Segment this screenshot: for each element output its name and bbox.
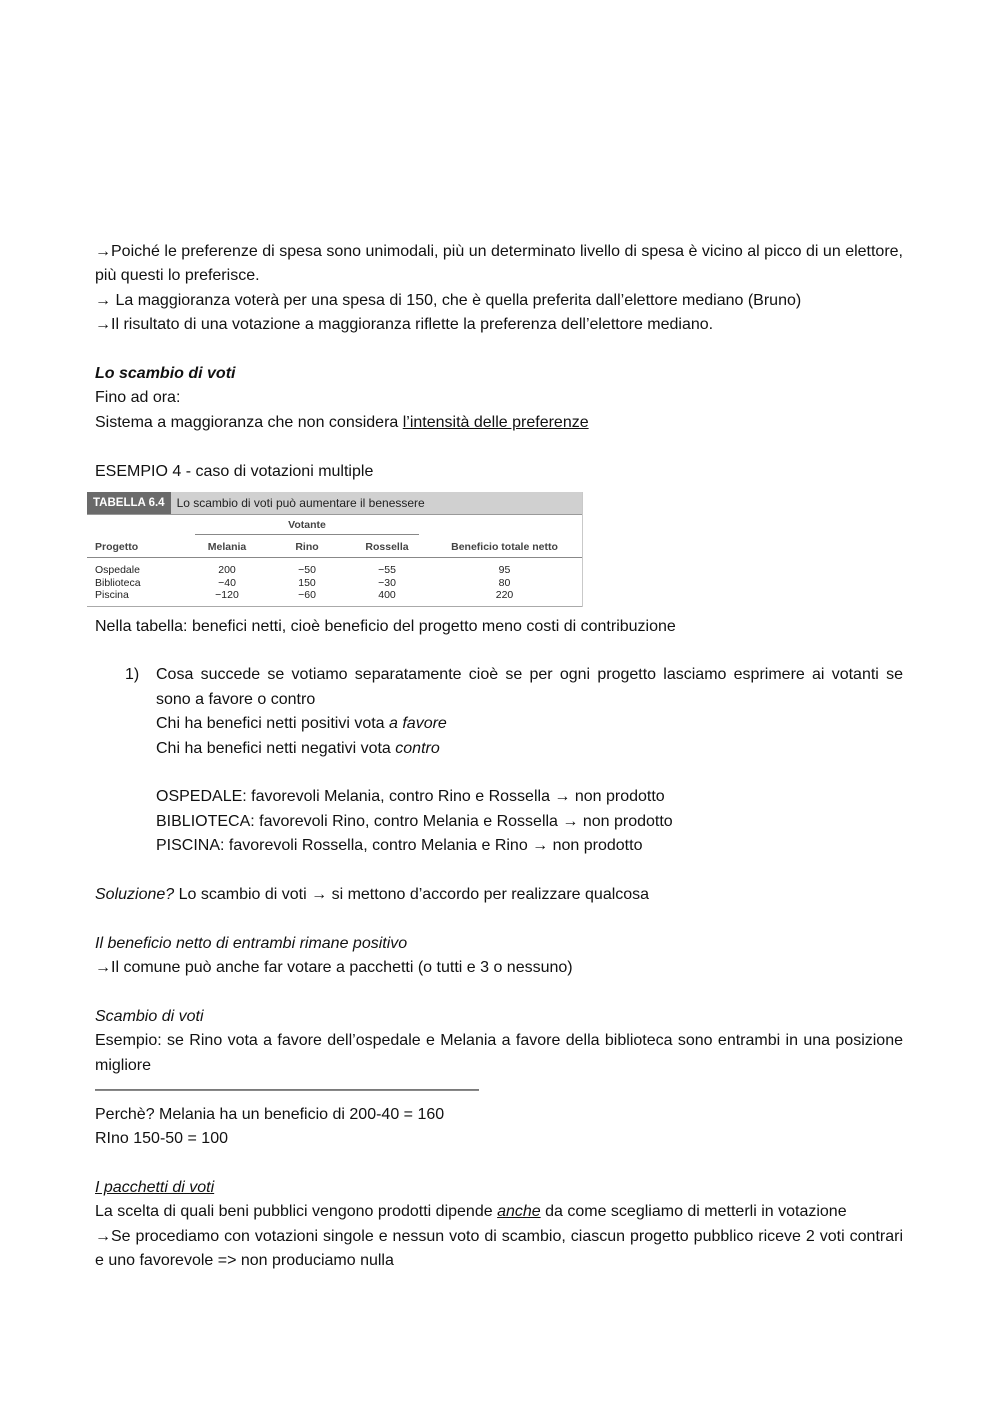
table-cell: Biblioteca: [95, 576, 141, 589]
text-ospedale: OSPEDALE: favorevoli Melania, contro Rino e Rossella → non prodotto: [156, 788, 665, 806]
table-cell: −120: [187, 589, 267, 607]
table-cell: 80: [498, 576, 511, 589]
table-col-header: Melania: [187, 535, 267, 559]
text-sistema-pre: Sistema a maggioranza che non considera: [95, 413, 403, 431]
list-number: 1): [125, 666, 140, 684]
text-comune: →Il comune può anche far votare a pacchetti (o tutti e 3 o nessuno): [95, 959, 573, 977]
paragraph-maggioranza: → La maggioranza voterà per una spesa di 150, che è quella preferita dall’elettore mediano (Bruno): [95, 291, 802, 309]
table-grid: [87, 515, 582, 607]
text-rino: RIno 150-50 = 100: [95, 1129, 228, 1147]
text-soluzione: [95, 883, 903, 907]
heading-scambio-di-voti: Lo scambio di voti: [95, 365, 236, 383]
table-cell: −40: [218, 576, 236, 589]
table-cell: 220: [427, 589, 582, 607]
paragraph-preferenze: →Poiché le preferenze di spesa sono unimodali, più un determinato livello di spesa è vicino al picco di un elettore, più questi lo preferisce.: [95, 243, 903, 285]
table-group-header: Votante: [195, 515, 419, 535]
text-fino-ad-ora: Fino ad ora:: [95, 389, 181, 407]
paragraph-risultato: →Il risultato di una votazione a maggioranza riflette la preferenza dell’elettore mediano.: [95, 316, 714, 334]
horizontal-rule: ————————————————————————: [95, 1081, 479, 1099]
table-cell: 95: [498, 564, 511, 577]
table-col-header: Rino: [267, 535, 347, 559]
text-anche: anche: [497, 1203, 541, 1221]
text-soluzione-label: Soluzione?: [95, 885, 175, 903]
table-cell: −55: [378, 564, 396, 577]
text-scelta: [95, 1200, 903, 1224]
text-intensita: l’intensità delle preferenze: [402, 413, 589, 431]
text-contro: contro: [395, 739, 440, 757]
heading-pacchetti: I pacchetti di voti: [95, 1178, 215, 1196]
table-cell: −60: [267, 589, 347, 607]
text-positivi: [95, 712, 903, 736]
text-procediamo: →Se procediamo con votazioni singole e nessun voto di scambio, ciascun progetto pubblico riceve 2 voti contrari e uno favorevole => non produciamo nulla: [95, 1227, 903, 1269]
table-6-4: [87, 492, 583, 607]
text-positivi-pre: Chi ha benefici netti positivi vota: [156, 715, 390, 733]
table-cell: −30: [378, 576, 396, 589]
document-body: [95, 240, 903, 1273]
text-perche: Perchè? Melania ha un beneficio di 200-40 = 160: [95, 1105, 445, 1123]
list-item-text: Cosa succede se votiamo separatamente cioè se per ogni progetto lasciamo esprimere ai votanti se sono a favore o contro: [156, 666, 903, 708]
table-tag: TABELLA 6.4: [87, 492, 171, 514]
table-col-header: Rossella: [347, 535, 427, 559]
table-title: Lo scambio di voti può aumentare il benessere: [176, 495, 425, 510]
text-piscina: PISCINA: favorevoli Rossella, contro Melania e Rino → non prodotto: [156, 837, 643, 855]
table-col-header: Beneficio totale netto: [427, 535, 582, 559]
list-item-1: [95, 663, 903, 712]
text-sistema: [95, 411, 903, 435]
text-a-favore: a favore: [389, 715, 447, 733]
table-cell: Ospedale: [95, 564, 140, 577]
heading-esempio-4: ESEMPIO 4 - caso di votazioni multiple: [95, 462, 374, 480]
table-cell: 400: [347, 589, 427, 607]
text-scelta-post: da come scegliamo di metterli in votazione: [540, 1203, 847, 1221]
table-cell: 200: [218, 564, 236, 577]
text-esempio-rino: Esempio: se Rino vota a favore dell’ospedale e Melania a favore della biblioteca sono entrambi in una posizione migliore: [95, 1032, 903, 1074]
table-cell: −50: [298, 564, 316, 577]
text-soluzione-rest: Lo scambio di voti → si mettono d’accordo per realizzare qualcosa: [174, 885, 650, 903]
heading-scambio-voti: Scambio di voti: [95, 1007, 204, 1025]
text-scelta-pre: La scelta di quali beni pubblici vengono prodotti dipende: [95, 1203, 498, 1221]
text-biblioteca: BIBLIOTECA: favorevoli Rino, contro Melania e Rossella → non prodotto: [156, 812, 673, 830]
text-beneficio-netto: Il beneficio netto di entrambi rimane positivo: [95, 934, 408, 952]
table-cell: Piscina: [87, 589, 187, 607]
text-negativi-pre: Chi ha benefici netti negativi vota: [156, 739, 396, 757]
text-negativi: [95, 737, 903, 761]
table-header-bar: [87, 492, 582, 515]
text-nella-tabella: Nella tabella: benefici netti, cioè beneficio del progetto meno costi di contribuzione: [95, 617, 676, 635]
table-cell: 150: [298, 576, 316, 589]
table-col-header: Progetto: [87, 535, 187, 559]
